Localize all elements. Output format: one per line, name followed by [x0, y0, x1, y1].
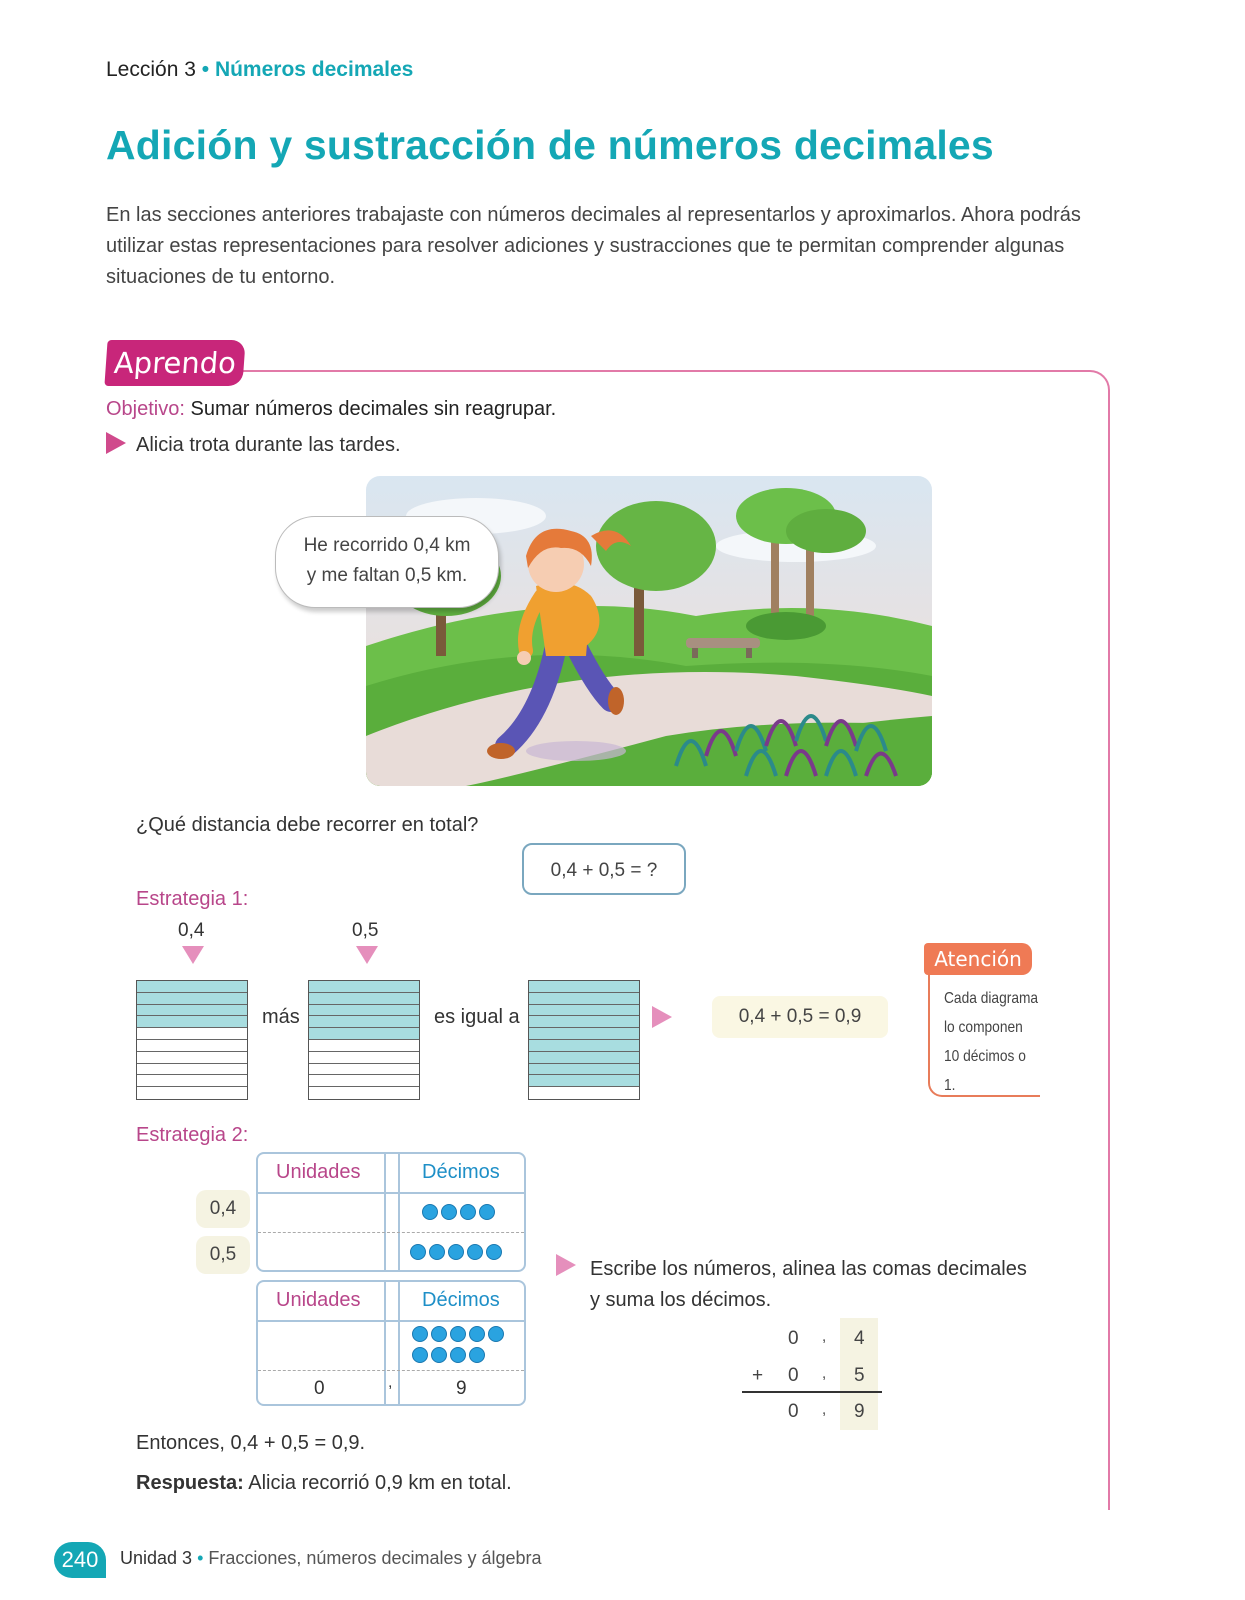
tenth-dot	[448, 1244, 464, 1260]
column-divider	[398, 1154, 400, 1272]
tenth-dot	[479, 1204, 495, 1220]
vsum-r3-comma: ,	[822, 1401, 827, 1418]
tenth-dot	[431, 1326, 447, 1342]
question-text: ¿Qué distancia debe recorrer en total?	[136, 814, 479, 836]
col-header-units: Unidades	[276, 1289, 361, 1311]
problem-statement: Alicia trota durante las tardes.	[136, 434, 401, 456]
tenth-dot	[488, 1326, 504, 1342]
bullet-triangle-icon	[106, 432, 126, 454]
word-equals: es igual a	[434, 1006, 520, 1028]
tenth-strip-empty	[137, 1052, 247, 1064]
answer-body: Alicia recorrió 0,9 km en total.	[243, 1472, 512, 1494]
tenth-strip-filled	[137, 1005, 247, 1017]
tenth-strip-filled	[137, 993, 247, 1005]
intro-paragraph: En las secciones anteriores trabajaste con números decimales al representarlos y aproximarlos. Ahora podrás utilizar estas representaciones para resolver adiciones y sustracciones que te permitan comprender algunas situaciones de tu entorno.	[106, 204, 1081, 288]
lesson-topic: Números decimales	[214, 58, 414, 81]
tenth-strip-filled	[529, 981, 639, 993]
row-label-1: 0,4	[196, 1190, 250, 1228]
tenth-strip-filled	[309, 1016, 419, 1028]
footer-bullet: •	[197, 1548, 204, 1568]
tenth-strip-filled	[309, 1028, 419, 1040]
tenth-strip-filled	[137, 981, 247, 993]
tenth-strip-filled	[529, 1075, 639, 1087]
tenth-dot	[412, 1326, 428, 1342]
tenth-strip-empty	[137, 1075, 247, 1087]
vsum-r1-tenths: 4	[854, 1328, 865, 1349]
tenth-dot	[410, 1244, 426, 1260]
diagram-1-label: 0,4	[178, 920, 205, 941]
tenth-dot	[486, 1244, 502, 1260]
tenth-strip-filled	[309, 981, 419, 993]
strategy-2-label: Estrategia 2:	[136, 1124, 249, 1146]
tenth-dot	[450, 1347, 466, 1363]
vsum-r3-units: 0	[788, 1401, 799, 1422]
header-divider	[258, 1192, 524, 1194]
tenth-dot	[467, 1244, 483, 1260]
speech-bubble	[275, 516, 499, 608]
tenth-dot	[422, 1204, 438, 1220]
place-value-table-1	[256, 1152, 526, 1272]
attention-line-2: lo componen	[944, 1019, 1023, 1036]
vsum-plus-sign: +	[752, 1365, 764, 1386]
tenth-dot	[412, 1347, 428, 1363]
strategy-1-result: 0,4 + 0,5 = 0,9	[712, 996, 888, 1038]
section-tag-aprendo: Aprendo	[104, 340, 245, 386]
answer-label: Respuesta:	[136, 1472, 244, 1494]
tenth-dot	[441, 1204, 457, 1220]
objective-text: Sumar números decimales sin reagrupar.	[190, 398, 557, 420]
tenth-strip-empty	[309, 1064, 419, 1076]
down-triangle-icon	[182, 946, 204, 964]
col-header-tenths: Décimos	[422, 1161, 500, 1183]
tenth-strip-filled	[529, 1005, 639, 1017]
column-divider	[384, 1154, 386, 1272]
tenth-strip-empty	[309, 1087, 419, 1099]
column-divider	[384, 1282, 386, 1404]
attention-line-3: 10 décimos o 1.	[944, 1048, 1026, 1094]
vsum-r1-comma: ,	[822, 1328, 827, 1345]
result-tenths-digit: 9	[456, 1378, 467, 1399]
tenth-dot	[450, 1326, 466, 1342]
vsum-r1-units: 0	[788, 1328, 799, 1349]
col-header-tenths: Décimos	[422, 1289, 500, 1311]
arrow-triangle-icon	[556, 1254, 576, 1276]
attention-text	[944, 984, 1039, 1100]
speech-line-2: y me faltan 0,5 km.	[306, 565, 468, 586]
tenth-dot	[431, 1347, 447, 1363]
tenths-dots-row-2	[410, 1244, 505, 1265]
tenths-diagram-1	[136, 980, 248, 1100]
row-divider	[258, 1370, 524, 1371]
footer-subtitle: Fracciones, números decimales y álgebra	[203, 1548, 542, 1568]
page-title: Adición y sustracción de números decimales	[106, 122, 994, 168]
speech-line-1: He recorrido 0,4 km	[303, 535, 471, 556]
tenth-strip-filled	[309, 993, 419, 1005]
down-triangle-icon	[356, 946, 378, 964]
tenth-strip-empty	[137, 1087, 247, 1099]
vsum-r3-tenths: 9	[854, 1401, 865, 1422]
row-divider	[258, 1232, 524, 1233]
conclusion-text: Entonces, 0,4 + 0,5 = 0,9.	[136, 1432, 366, 1454]
attention-tag: Atención	[924, 943, 1032, 975]
tenth-strip-filled	[529, 1052, 639, 1064]
footer-unit: Unidad 3	[120, 1548, 198, 1568]
lesson-header	[106, 58, 413, 82]
tenth-dot	[460, 1204, 476, 1220]
diagram-2-label: 0,5	[352, 920, 379, 941]
place-value-table-2	[256, 1280, 526, 1406]
vsum-r2-units: 0	[788, 1365, 799, 1386]
header-divider	[258, 1320, 524, 1322]
tenths-dots-sum	[412, 1326, 522, 1368]
answer-text	[136, 1472, 512, 1495]
instruction-text	[590, 1254, 1027, 1316]
tenth-strip-filled	[529, 993, 639, 1005]
sum-line	[742, 1391, 882, 1393]
tenth-strip-filled	[529, 1040, 639, 1052]
objective	[106, 398, 556, 421]
tenths-diagram-2	[308, 980, 420, 1100]
tenth-strip-filled	[137, 1016, 247, 1028]
tenth-strip-filled	[309, 1005, 419, 1017]
tenth-strip-empty	[309, 1075, 419, 1087]
objective-label: Objetivo:	[106, 398, 185, 420]
tenth-dot	[469, 1326, 485, 1342]
tenth-strip-empty	[137, 1064, 247, 1076]
tenth-strip-filled	[529, 1064, 639, 1076]
tenth-strip-empty	[309, 1052, 419, 1064]
arrow-triangle-icon	[652, 1006, 672, 1028]
tenth-dot	[469, 1347, 485, 1363]
attention-line-1: Cada diagrama	[944, 990, 1039, 1007]
tenth-strip-filled	[529, 1016, 639, 1028]
result-units-digit: 0	[314, 1378, 325, 1399]
word-plus: más	[262, 1006, 300, 1028]
page-number: 240	[54, 1542, 106, 1578]
tenth-strip-empty	[137, 1040, 247, 1052]
instruction-line-2: y suma los décimos.	[590, 1289, 772, 1311]
tenths-diagram-sum	[528, 980, 640, 1100]
tenth-strip-empty	[529, 1087, 639, 1099]
tenth-strip-empty	[309, 1040, 419, 1052]
instruction-line-1: Escribe los números, alinea las comas decimales	[590, 1258, 1027, 1280]
tenth-strip-filled	[529, 1028, 639, 1040]
vsum-r2-comma: ,	[822, 1365, 827, 1382]
tenth-strip-empty	[137, 1028, 247, 1040]
strategy-1-label: Estrategia 1:	[136, 888, 249, 910]
lesson-number: Lección 3	[106, 58, 202, 81]
tenth-dot	[429, 1244, 445, 1260]
tenths-dots-row-1	[422, 1204, 498, 1225]
vsum-r2-tenths: 5	[854, 1365, 865, 1386]
result-comma: ,	[388, 1374, 393, 1391]
footer	[120, 1548, 542, 1569]
column-divider	[398, 1282, 400, 1404]
row-label-2: 0,5	[196, 1236, 250, 1274]
equation-prompt-box: 0,4 + 0,5 = ?	[522, 843, 686, 895]
col-header-units: Unidades	[276, 1161, 361, 1183]
lesson-bullet: •	[201, 58, 210, 81]
